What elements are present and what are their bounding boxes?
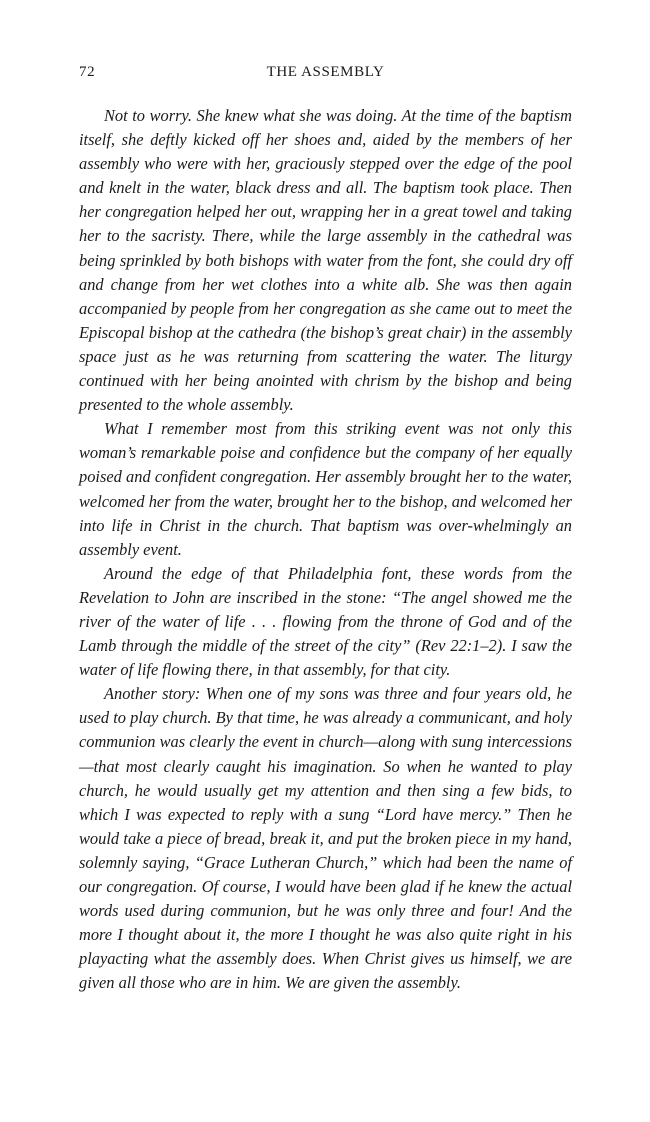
paragraph: Around the edge of that Philadelphia font, these words from the Revelation to John are inscribed in the stone: “The angel showed me the river of the water of life . . . flowing from the throne of God and of the Lamb through the middle of the street of the city” (Rev 22:1–2). I saw the water of life flowing there, in that assembly, for that city.: [79, 563, 572, 680]
page-number: 72: [79, 64, 96, 80]
paragraph: What I remember most from this striking event was not only this woman’s remarkable poise and confidence but the company of her equally poised and confident congregation. Her assembly brought her to the water, welcomed her from the water, brought her to the bishop, and welcomed her into life in Christ in the church. That baptism was over-whelmingly an assembly event.: [79, 419, 572, 559]
body-text: [79, 104, 572, 995]
page-header: [79, 64, 572, 86]
paragraph: Another story: When one of my sons was three and four years old, he used to play church. By that time, he was already a communicant, and holy communion was clearly the event in church—along with sung intercessions—that most clearly caught his imagination. So when he wanted to play church, he would usually get my attention and then sing a few bids, to which I was expected to reply with a sung “Lord have mercy.” Then he would take a piece of bread, break it, and put the broken piece in my hand, solemnly saying, “Grace Lutheran Church,” which had been the name of our congregation. Of course, I would have been glad if he knew the actual words used during communion, but he was only three and four! And the more I thought about it, the more I thought he was also quite right in his playacting what the assembly does. When Christ gives us himself, we are given all those who are in him. We are given the assembly.: [79, 684, 572, 993]
paragraph: Not to worry. She knew what she was doing. At the time of the baptism itself, she deftly kicked off her shoes and, aided by the members of her assembly who were with her, graciously stepped over the edge of the pool and knelt in the water, black dress and all. The baptism took place. Then her congregation helped her out, wrapping her in a great towel and taking her to the sacristy. There, while the large assembly in the cathedral was being sprinkled by both bishops with water from the font, she could dry off and change from her wet clothes into a white alb. She was then again accompanied by people from her congregation as she came out to meet the Episcopal bishop at the cathedra (the bishop’s great chair) in the assembly space just as he was returning from scattering the water. The liturgy continued with her being anointed with chrism by the bishop and being presented to the whole assembly.: [79, 106, 572, 415]
running-title: THE ASSEMBLY: [266, 64, 385, 80]
